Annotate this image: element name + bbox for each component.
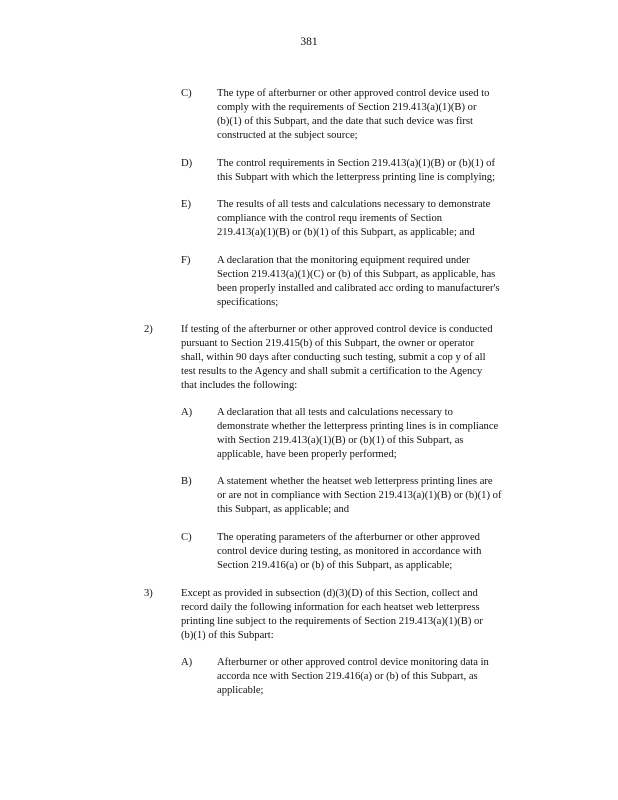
text-line: Afterburner or other approved control device monitoring data in (217, 657, 489, 668)
text-line: applicable; (217, 684, 264, 696)
item-label: B) (181, 476, 192, 487)
item-label: A) (181, 407, 193, 418)
text-line: (b)(1) of this Subpart, and the date that such device was first (217, 115, 473, 127)
item-text (217, 475, 529, 517)
text-line: test results to the Agency and shall submit a certification to the Agency (181, 365, 483, 377)
text-line: applicable, have been properly performed; (217, 448, 397, 460)
item-label: 2) (144, 324, 153, 335)
text-line: accorda nce with Section 219.416(a) or (b) of this Subpart, as (217, 670, 478, 682)
item-text (217, 87, 529, 143)
text-line: Except as provided in subsection (d)(3)(D) of this Section, collect and (181, 588, 478, 599)
text-line: comply with the requirements of Section 219.413(a)(1)(B) or (217, 101, 477, 113)
text-line: (b)(1) of this Subpart: (181, 629, 274, 641)
item-label: 3) (144, 588, 153, 599)
item-label: C) (181, 532, 192, 543)
text-line: 219.413(a)(1)(B) or (b)(1) of this Subpart, as applicable; and (217, 226, 475, 238)
text-line: The results of all tests and calculations necessary to demonstrate (217, 199, 491, 210)
text-line: control device during testing, as monitored in accordance with (217, 545, 482, 557)
text-line: this Subpart with which the letterpress printing line is complying; (217, 171, 496, 183)
item-text (217, 198, 529, 240)
item-text (217, 531, 529, 573)
text-line: Section 219.413(a)(1)(C) or (b) of this Subpart, as applicable, has (217, 268, 496, 280)
text-line: or are not in compliance with Section 219.413(a)(1)(B) or (b)(1) of (217, 489, 502, 501)
item-text (217, 656, 529, 698)
item-text (181, 587, 528, 643)
text-line: specifications; (217, 296, 279, 308)
text-line: Section 219.416(a) or (b) of this Subpart, as applicable; (217, 559, 453, 571)
text-line: The operating parameters of the afterburner or other approved (217, 532, 480, 543)
text-line: been properly installed and calibrated acc ording to manufacturer's (217, 282, 500, 294)
text-line: printing line subject to the requirements of Section 219.413(a)(1)(B) or (181, 615, 483, 627)
text-line: A declaration that the monitoring equipment required under (217, 255, 470, 266)
text-line: compliance with the control requ irements of Section (217, 212, 443, 224)
text-line: pursuant to Section 219.415(b) of this Subpart, the owner or operator (181, 337, 475, 349)
text-line: constructed at the subject source; (217, 129, 358, 141)
text-line: that includes the following: (181, 379, 298, 391)
text-line: A statement whether the heatset web letterpress printing lines are (217, 476, 493, 487)
text-line: The type of afterburner or other approved control device used to (217, 88, 490, 99)
page-number: 381 (300, 36, 318, 48)
text-line: The control requirements in Section 219.413(a)(1)(B) or (b)(1) of (217, 158, 495, 169)
item-label: E) (181, 199, 191, 210)
item-text (217, 157, 529, 185)
text-line: this Subpart, as applicable; and (217, 503, 350, 515)
item-label: F) (181, 255, 191, 266)
item-label: C) (181, 88, 192, 99)
item-text (217, 406, 529, 462)
item-text (217, 254, 529, 310)
text-line: If testing of the afterburner or other approved control device is conducted (181, 324, 493, 335)
text-line: A declaration that all tests and calculations necessary to (217, 407, 453, 418)
text-line: shall, within 90 days after conducting such testing, submit a cop y of all (181, 351, 486, 363)
item-text (181, 323, 528, 393)
text-line: record daily the following information for each heatset web letterpress (181, 601, 480, 613)
item-label: D) (181, 158, 193, 169)
item-label: A) (181, 657, 193, 668)
text-line: demonstrate whether the letterpress printing lines is in compliance (217, 420, 499, 432)
text-line: with Section 219.413(a)(1)(B) or (b)(1) of this Subpart, as (217, 434, 464, 446)
